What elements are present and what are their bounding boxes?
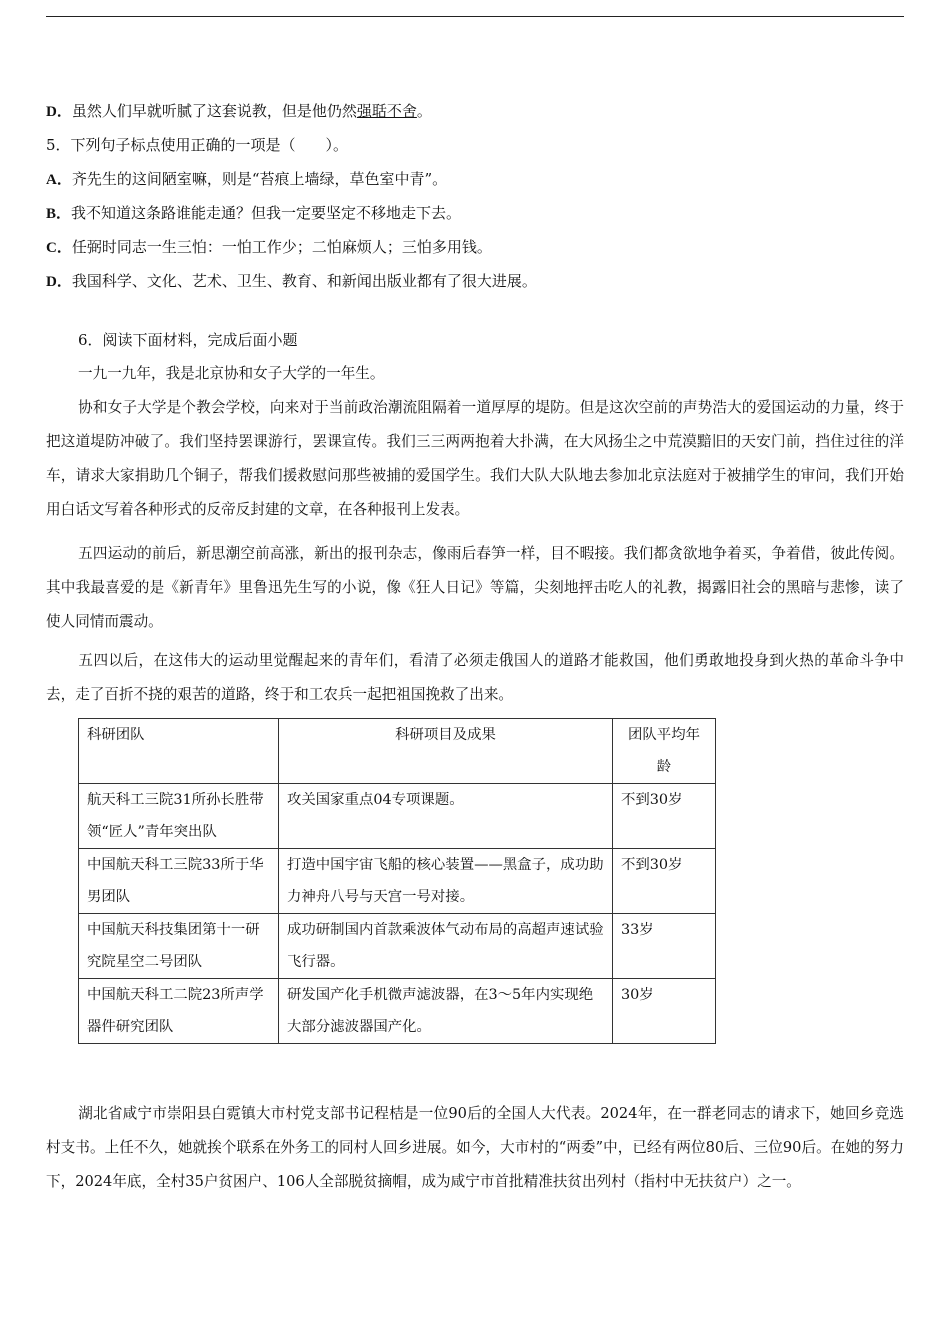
table-row <box>79 784 716 849</box>
table-cell: 中国航天科技集团第十一研究院星空二号团队 <box>79 914 279 979</box>
table-cell: 中国航天科工二院23所声学器件研究团队 <box>79 979 279 1044</box>
option-label: D． <box>46 104 72 120</box>
passage-paragraph-1 <box>46 391 904 527</box>
option-text: 齐先生的这间陋室嘛，则是“苔痕上墙绿，草色室中青”。 <box>71 170 448 188</box>
table-header: 科研项目及成果 <box>279 719 613 784</box>
option-label: D． <box>46 274 72 290</box>
paragraph-text: 协和女子大学是个教会学校，向来对于当前政治潮流阻隔着一道厚厚的堤防。但是这次空前的声势浩大的爱国运动的力量，终于把这道堤防冲破了。我们坚持罢课游行，罢课宣传。我们三三两两抱着大扑满，在大风扬尘之中荒漠黯旧的天安门前，挡住过往的洋车，请求大家捐助几个铜子，帮我们援救慰问那些被捕的爱国学生。我们大队大队地去参加北京法庭对于被捕学生的审问，我们开始用白话文写着各种形式的反帝反封建的文章，在各种报刊上发表。 <box>46 399 904 518</box>
passage-paragraph-2 <box>46 537 904 639</box>
option-text: 我不知道这条路谁能走通？但我一定要坚定不移地走下去。 <box>71 204 462 222</box>
paragraph-text: 五四运动的前后，新思潮空前高涨，新出的报刊杂志，像雨后春笋一样，目不暇接。我们都贪欲地争着买，争着借，彼此传阅。其中我最喜爱的是《新青年》里鲁迅先生写的小说，像《狂人日记》等篇，尖刻地抨击吃人的礼教，揭露旧社会的黑暗与悲惨，读了使人同情而震动。 <box>46 545 904 630</box>
closing-paragraph <box>46 1097 904 1199</box>
q5-option-b <box>46 203 461 224</box>
header-rule <box>46 16 904 17</box>
passage-intro: 一九一九年，我是北京协和女子大学的一年生。 <box>78 365 385 382</box>
option-label: C． <box>46 240 72 256</box>
table-cell: 不到30岁 <box>613 784 716 849</box>
table-cell: 航天科工三院31所孙长胜带领“匠人”青年突出队 <box>79 784 279 849</box>
table-cell: 中国航天科工三院33所于华男团队 <box>79 849 279 914</box>
table-header: 科研团队 <box>79 719 279 784</box>
q5-stem: 5．下列句子标点使用正确的一项是（ ）。 <box>46 136 349 154</box>
q4-option-d <box>46 101 432 122</box>
paragraph-text: 五四以后，在这伟大的运动里觉醒起来的青年们，看清了必须走俄国人的道路才能救国，他们勇敢地投身到火热的革命斗争中去，走了百折不挠的艰苦的道路，终于和工农兵一起把祖国挽救了出来。 <box>46 652 904 703</box>
table-cell: 不到30岁 <box>613 849 716 914</box>
option-text: 虽然人们早就听腻了这套说教，但是他仍然 <box>71 102 357 120</box>
research-team-table <box>78 718 716 1044</box>
table-cell: 成功研制国内首款乘波体气动布局的高超声速试验飞行器。 <box>279 914 613 979</box>
table-header: 团队平均年龄 <box>613 719 716 784</box>
option-text: 我国科学、文化、艺术、卫生、教育、和新闻出版业都有了很大进展。 <box>71 272 537 290</box>
q5-option-d <box>46 271 537 292</box>
table-cell: 研发国产化手机微声滤波器，在3～5年内实现绝大部分滤波器国产化。 <box>279 979 613 1044</box>
q5-option-c <box>46 237 492 258</box>
table-header-row <box>79 719 716 784</box>
passage-paragraph-3 <box>46 644 904 712</box>
q5-option-a <box>46 169 447 190</box>
paragraph-text: 湖北省咸宁市崇阳县白霓镇大市村党支部书记程桔是一位90后的全国人大代表。2024年，在一群老同志的请求下，她回乡竞选村支书。上任不久，她就挨个联系在外务工的同村人回乡进展。如今，大市村的“两委”中，已经有两位80后、三位90后。在她的努力下，2024年底，全村35户贫困户、106人全部脱贫摘帽，成为咸宁市首批精准扶贫出列村（指村中无扶贫户）之一。 <box>46 1105 904 1190</box>
option-text: 任弼时同志一生三怕：一怕工作少；二怕麻烦人；三怕多用钱。 <box>71 238 492 256</box>
table-cell: 攻关国家重点04专项课题。 <box>279 784 613 849</box>
table-row <box>79 849 716 914</box>
table-cell: 33岁 <box>613 914 716 979</box>
option-text-end: 。 <box>416 102 432 120</box>
option-label: A． <box>46 172 72 188</box>
table-cell: 30岁 <box>613 979 716 1044</box>
q6-stem: 6．阅读下面材料，完成后面小题 <box>78 331 298 349</box>
table-row <box>79 914 716 979</box>
table-cell: 打造中国宇宙飞船的核心装置——黑盒子，成功助力神舟八号与天宫一号对接。 <box>279 849 613 914</box>
table-row <box>79 979 716 1044</box>
underlined-idiom: 强聒不舍 <box>356 102 417 120</box>
option-label: B． <box>46 206 72 222</box>
